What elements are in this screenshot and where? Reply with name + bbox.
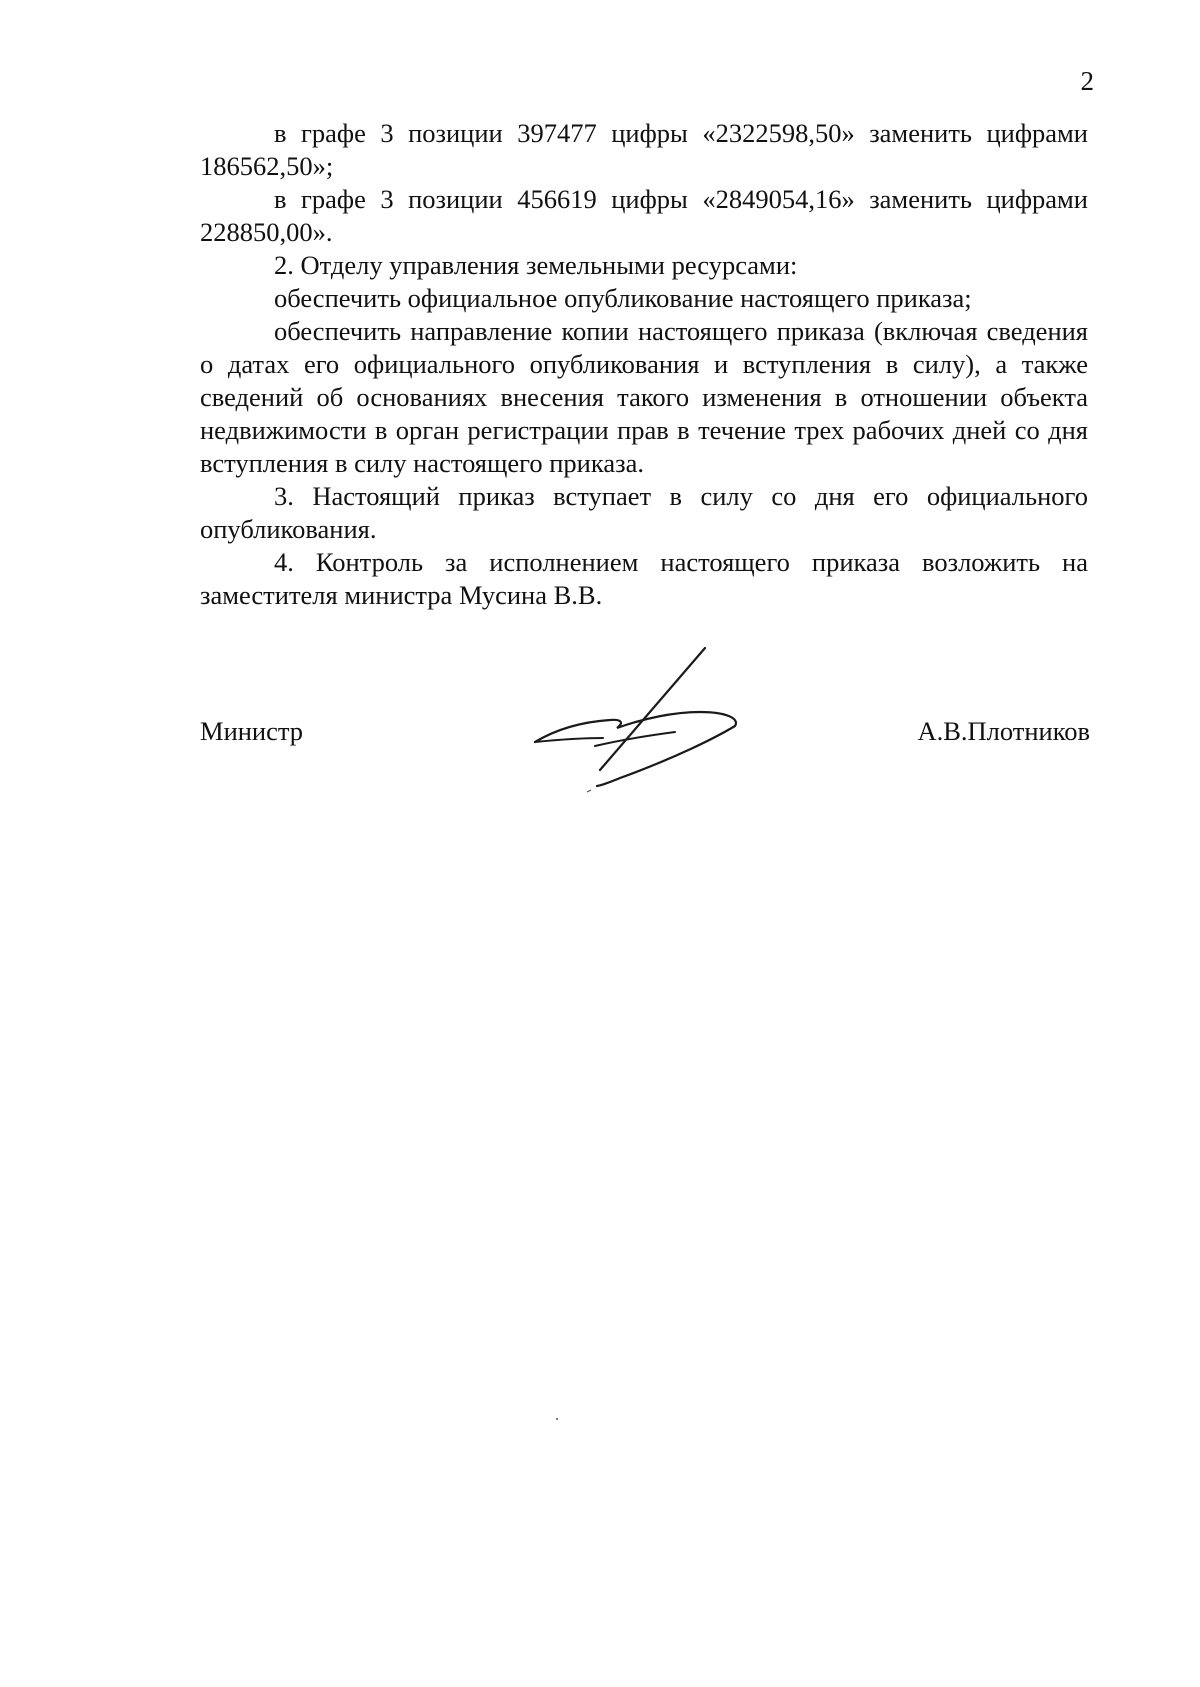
document-body: [200, 117, 1088, 612]
handwritten-signature: [525, 640, 755, 800]
paragraph-amendment-397477: в графе 3 позиции 397477 цифры «2322598,50» заменить цифрами 186562,50»;: [200, 118, 1088, 181]
paragraph-item-3: 3. Настоящий приказ вступает в силу со дня его официального опубликования.: [200, 481, 1088, 544]
page-number: 2: [1080, 66, 1094, 96]
paragraph-publication-duty: обеспечить официальное опубликование настоящего приказа;: [274, 283, 972, 313]
paragraph-item-4: 4. Контроль за исполнением настоящего приказа возложить на заместителя министра Мусина В.В.: [200, 547, 1088, 610]
scan-speck: [556, 1418, 558, 1420]
paragraph-amendment-456619: в графе 3 позиции 456619 цифры «2849054,16» заменить цифрами 228850,00».: [200, 184, 1088, 247]
signer-position: Министр: [200, 716, 304, 746]
paragraph-copy-duty: обеспечить направление копии настоящего приказа (включая сведения о датах его официального опубликования и вступления в силу), а также сведений об основаниях внесения такого изменения в отношении объекта недвижимости в орган регистрации прав в течение трех рабочих дней со дня вступления в силу настоящего приказа.: [200, 316, 1088, 478]
signer-name: А.В.Плотников: [917, 716, 1090, 746]
paragraph-item-2-heading: 2. Отделу управления земельными ресурсами:: [274, 250, 798, 280]
